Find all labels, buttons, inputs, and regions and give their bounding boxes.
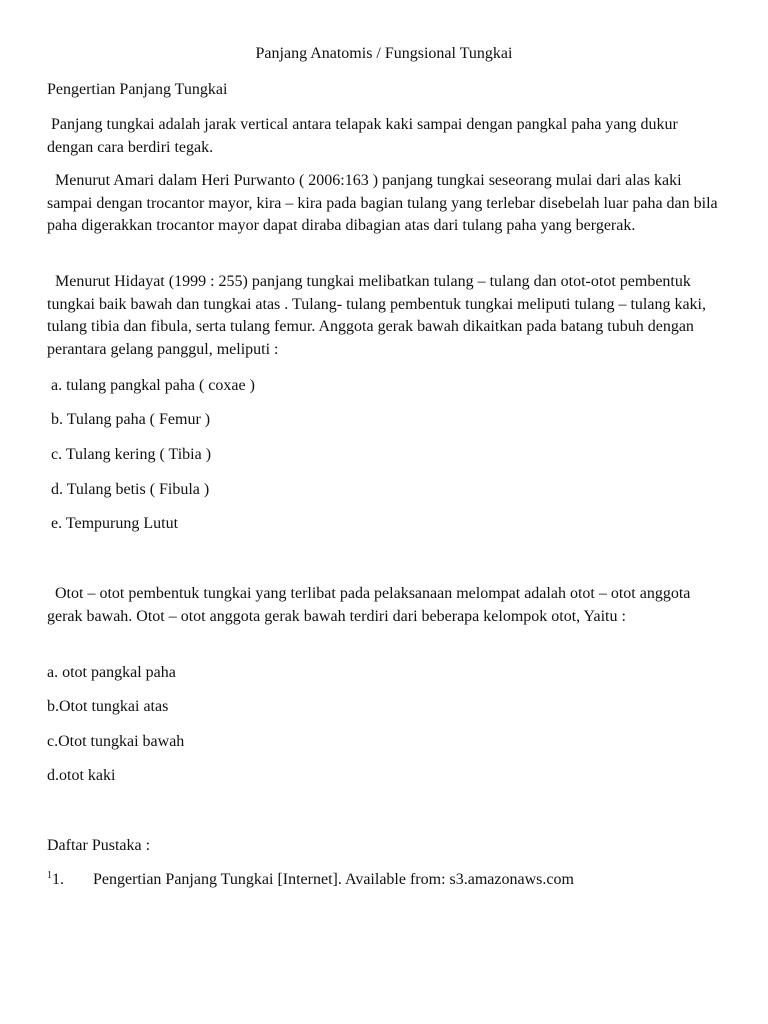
paragraph-hidayat: Menurut Hidayat (1999 : 255) panjang tungkai melibatkan tulang – tulang dan otot-otot pembentuk tungkai baik bawah dan tungkai atas . Tulang- tulang pembentuk tungkai meliputi tulang – tulang kaki, tulang tibia dan fibula, serta tulang femur. Anggota gerak bawah dikaitkan pada batang tubuh dengan perantara gelang panggul, meliputi :	[47, 273, 710, 358]
reference-number: 1.	[52, 871, 64, 888]
bone-list-item: e. Tempurung Lutut	[47, 515, 179, 532]
reference-text: Pengertian Panjang Tungkai [Internet]. Available from: s3.amazonaws.com	[93, 871, 574, 888]
paragraph-amari: Menurut Amari dalam Heri Purwanto ( 2006:163 ) panjang tungkai seseorang mulai dari alas kaki sampai dengan trocantor mayor, kira – kira pada bagian tulang yang terlebar disebelah luar paha dan bila paha digerakkan trocantor mayor dapat diraba dibagian atas dari tulang paha yang bergerak.	[47, 172, 722, 234]
bone-list-item: b. Tulang paha ( Femur )	[47, 411, 211, 428]
paragraph-definition: Panjang tungkai adalah jarak vertical antara telapak kaki sampai dengan pangkal paha yang dukur dengan cara berdiri tegak.	[47, 116, 682, 156]
bone-list-item: d. Tulang betis ( Fibula )	[47, 481, 210, 498]
bone-list-item: a. tulang pangkal paha ( coxae )	[47, 377, 255, 394]
paragraph-muscles: Otot – otot pembentuk tungkai yang terlibat pada pelaksanaan melompat adalah otot – otot anggota gerak bawah. Otot – otot anggota gerak bawah terdiri dari beberapa kelompok otot, Yaitu :	[47, 585, 695, 625]
muscle-list-item: d.otot kaki	[47, 767, 116, 784]
muscle-list-item: a. otot pangkal paha	[47, 664, 176, 681]
section-heading: Pengertian Panjang Tungkai	[47, 81, 228, 98]
reference-item	[47, 870, 574, 890]
bone-list-item: c. Tulang kering ( Tibia )	[47, 446, 212, 463]
reference-superscript: 1	[47, 870, 52, 881]
references-heading: Daftar Pustaka :	[47, 837, 151, 854]
document-title: Panjang Anatomis / Fungsional Tungkai	[255, 45, 513, 62]
muscle-list-item: c.Otot tungkai bawah	[47, 733, 185, 750]
muscle-list-item: b.Otot tungkai atas	[47, 698, 169, 715]
